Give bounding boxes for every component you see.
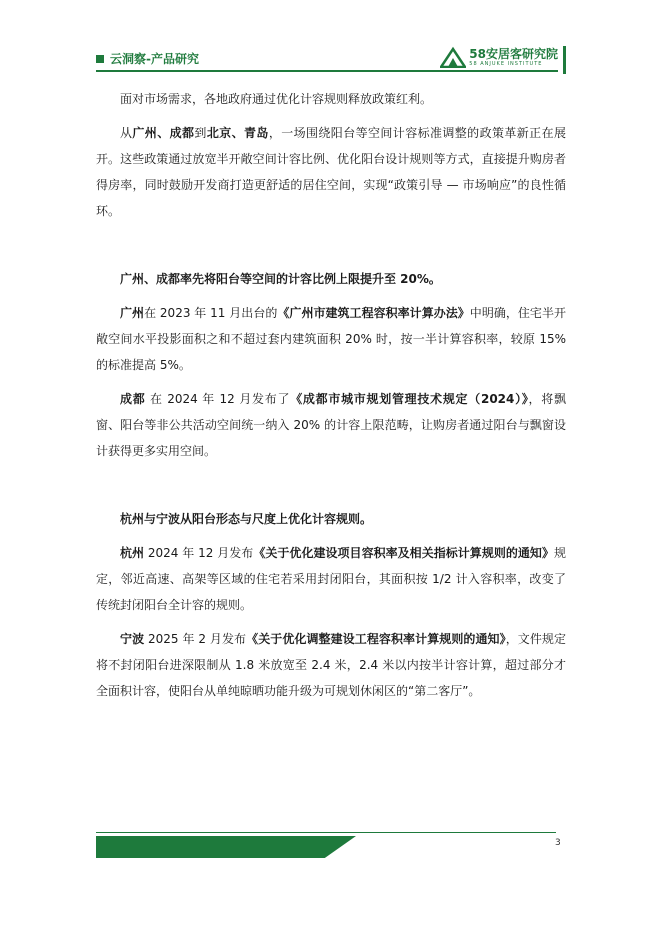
paragraph-hangzhou: 杭州 2024 年 12 月发布《关于优化建设项目容积率及相关指标计算规则的通知》规定，邻近高速、高架等区域的住宅若采用封闭阳台，其面积按 1/2 计入容积率，改变了传统封闭阳台全计容的规则。 — [96, 546, 566, 612]
logo — [440, 46, 558, 68]
paragraph-guangzhou: 广州在 2023 年 11 月出台的《广州市建筑工程容积率计算办法》中明确，住宅半开敞空间水平投影面积之和不超过套内建筑面积 20% 时，按一半计算容积率，较原 15% 的标准提高 5%。 — [96, 306, 566, 372]
logo-subtitle: 58 ANJUKE INSTITUTE — [469, 60, 543, 67]
paragraph-chengdu: 成都 在 2024 年 12 月发布了《成都市城市规划管理技术规定（2024）》，将飘窗、阳台等非公共活动空间统一纳入 20% 的计容上限范畴，让购房者通过阳台与飘窗设计获得更多实用空间。 — [96, 392, 566, 458]
footer-band — [96, 836, 356, 858]
header-square-icon — [96, 55, 104, 63]
header-left — [96, 50, 199, 67]
header-rule — [96, 70, 558, 72]
page-header — [96, 46, 566, 74]
footer-rule — [96, 832, 556, 833]
house-logo-icon — [440, 46, 466, 68]
document-body — [96, 86, 566, 712]
paragraph-ningbo: 宁波 2025 年 2 月发布《关于优化调整建设工程容积率计算规则的通知》，文件规定将不封闭阳台进深限制从 1.8 米放宽至 2.4 米，2.4 米以内按半计容计算，超过部分才全面积计容，使阳台从单纯晾晒功能升级为可规划休闲区的“第二客厅”。 — [96, 632, 566, 698]
header-accent-bar — [563, 46, 566, 74]
paragraph-intro: 面对市场需求，各地政府通过优化计容规则释放政策红利。 — [120, 92, 433, 106]
header-title: 云洞察-产品研究 — [110, 52, 199, 66]
section-heading-guangzhou-chengdu: 广州、成都率先将阳台等空间的计容比例上限提升至 20%。 — [120, 272, 441, 286]
section-heading-hangzhou-ningbo: 杭州与宁波从阳台形态与尺度上优化计容规则。 — [120, 512, 373, 526]
page-number: 3 — [555, 838, 561, 848]
paragraph-overview: 从广州、成都到北京、青岛，一场围绕阳台等空间计容标准调整的政策革新正在展开。这些政策通过放宽半开敞空间计容比例、优化阳台设计规则等方式，直接提升购房者得房率，同时鼓励开发商打造更舒适的居住空间，实现“政策引导 — 市场响应”的良性循环。 — [96, 126, 566, 218]
logo-name: 58安居客研究院 — [469, 46, 558, 61]
